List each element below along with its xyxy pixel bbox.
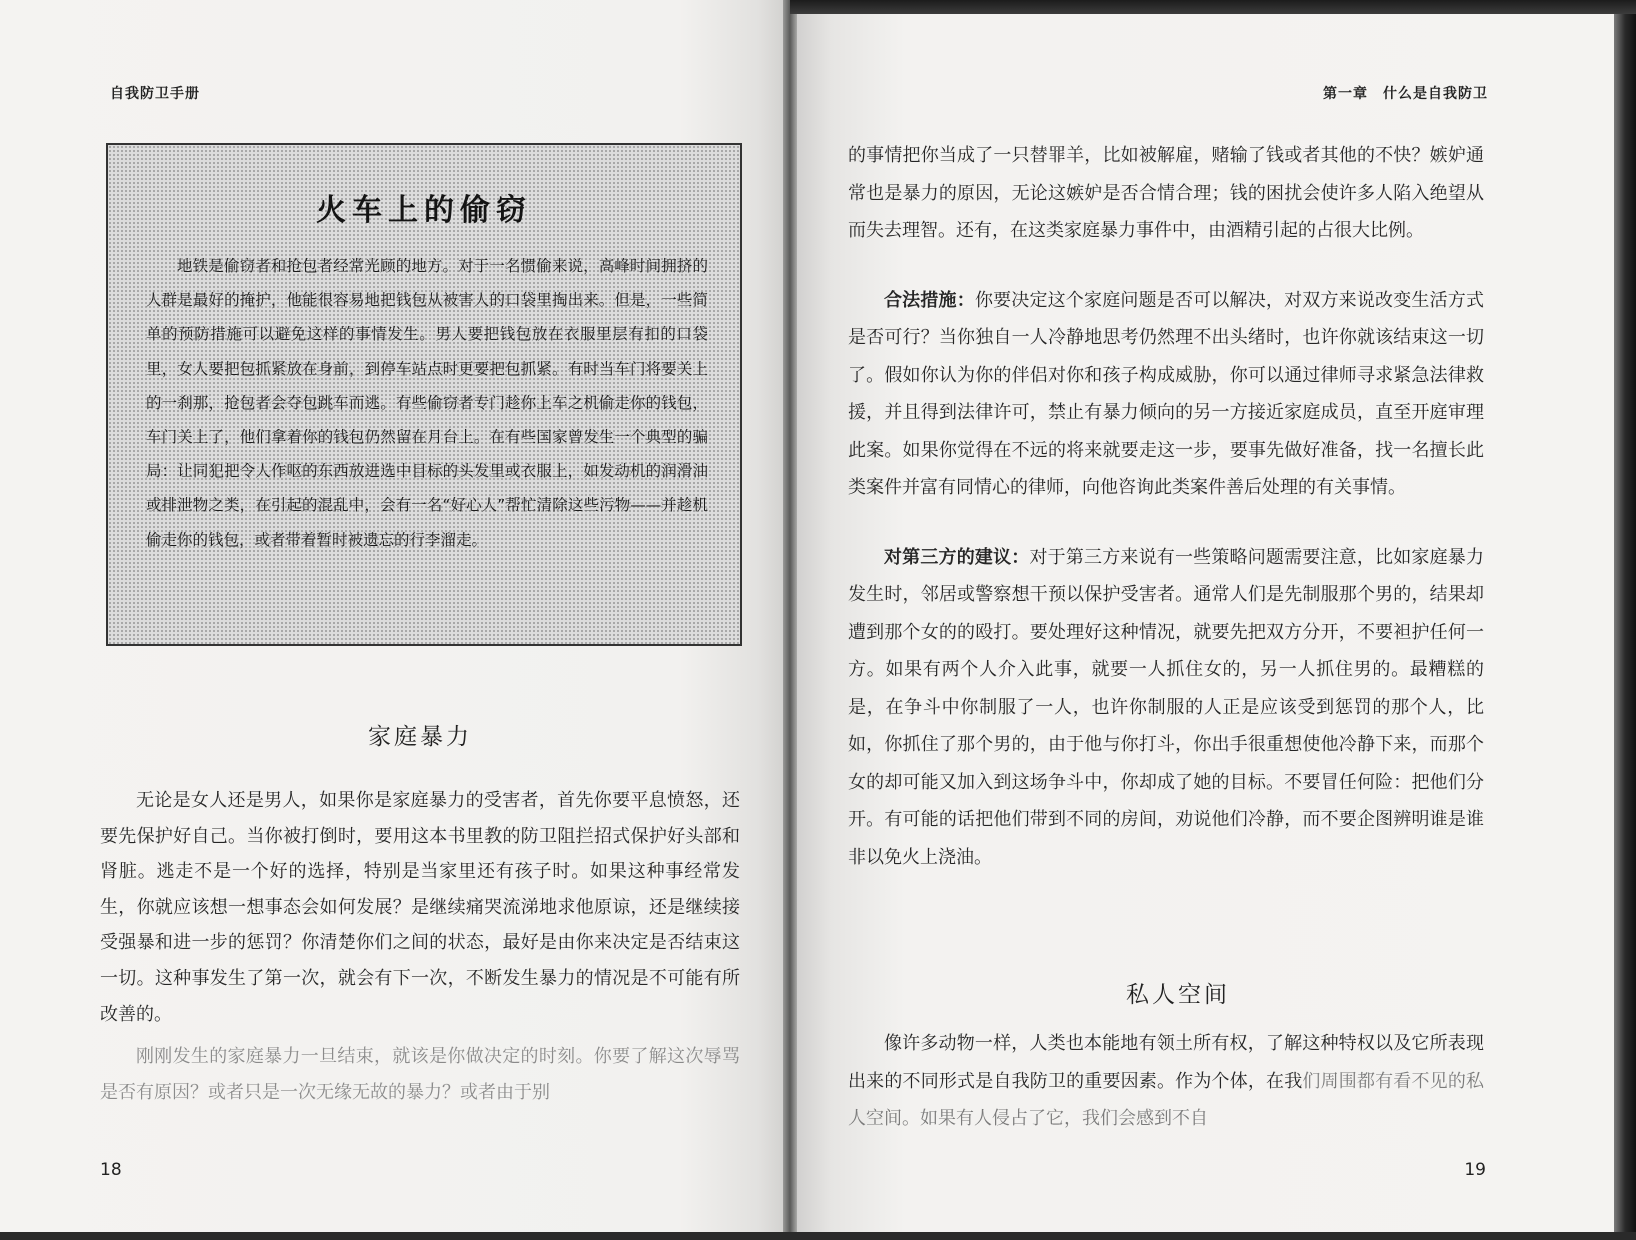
running-head-right: 第一章 什么是自我防卫 <box>1323 86 1488 102</box>
scanner-edge <box>1614 0 1636 1240</box>
third-party-label: 对第三方的建议： <box>884 546 1030 568</box>
paragraph-third-party <box>848 539 1484 877</box>
legal-measures-text: 你要决定这个家庭问题是否可以解决，对双方来说改变生活方式是否可行？当你独自一人冷静地思考仍然理不出头绪时，也许你就该结束这一切了。假如你认为你的伴侣对你和孩子构成威胁，你可以通过律师寻求紧急法律救援，并且得到法律许可，禁止有暴力倾向的另一方接近家庭成员，直至开庭审理此案。如果你觉得在不远的将来就要走这一步，要事先做好准备，找一名擅长此类案件并富有同情心的律师，向他咨询此类案件善后处理的有关事情。 <box>848 289 1484 498</box>
paragraph <box>848 1025 1484 1138</box>
book-spine <box>783 0 797 1240</box>
page-number-left: 18 <box>100 1160 122 1180</box>
sidebar-box <box>106 143 742 646</box>
paragraph-continuation: 的事情把你当成了一只替罪羊，比如被解雇，赌输了钱或者其他的不快？嫉妒通常也是暴力的原因，无论这嫉妒是否合情合理；钱的困扰会使许多人陷入绝望从而失去理智。还有，在这类家庭暴力事件中，由酒精引起的占很大比例。 <box>848 145 1484 241</box>
personal-space-text <box>848 1025 1484 1138</box>
legal-measures-label: 合法措施： <box>884 289 975 311</box>
left-body-text <box>100 783 740 1110</box>
personal-space-faded: 们周围都有看不见的私人空间。如果有人侵占了它，我们会感到不自 <box>848 1070 1485 1129</box>
personal-space-main: 像许多动物一样，人类也本能地有领土所有权，了解这种特权以及它所表现出来的不同形式是自我防卫的重要因素。作为个体，在我 <box>848 1033 1484 1092</box>
section-heading-personal-space: 私人空间 <box>1126 982 1230 1008</box>
right-body-text <box>848 137 1484 876</box>
sidebar-text: 地铁是偷窃者和抢包者经常光顾的地方。对于一名惯偷来说，高峰时间拥挤的人群是最好的掩护，他能很容易地把钱包从被害人的口袋里掏出来。但是，一些简单的预防措施可以避免这样的事情发生。男人要把钱包放在衣服里层有扣的口袋里，女人要把包抓紧放在身前，到停车站点时更要把包抓紧。有时当车门将要关上的一刹那，抢包者会夺包跳车而逃。有些偷窃者专门趁你上车之机偷走你的钱包，车门关上了，他们拿着你的钱包仍然留在月台上。在有些国家曾发生一个典型的骗局：让同犯把令人作呕的东西放进选中目标的头发里或衣服上，如发动机的润滑油或排泄物之类，在引起的混乱中，会有一名“好心人”帮忙清除这些污物——并趁机偷走你的钱包，或者带着暂时被遗忘的行李溜走。 <box>146 257 708 549</box>
sidebar-title: 火车上的偷窃 <box>316 193 532 228</box>
scanner-bottom-edge <box>0 1232 1636 1240</box>
paragraph-legal-measures <box>848 282 1484 507</box>
left-page <box>0 0 790 1240</box>
paragraph: 刚刚发生的家庭暴力一旦结束，就该是你做决定的时刻。你要了解这次辱骂是否有原因？或者只是一次无缘无故的暴力？或者由于别 <box>100 1046 740 1103</box>
running-head-left: 自我防卫手册 <box>110 86 200 102</box>
paragraph: 无论是女人还是男人，如果你是家庭暴力的受害者，首先你要平息愤怒，还要先保护好自己。当你被打倒时，要用这本书里教的防卫阻拦招式保护好头部和肾脏。逃走不是一个好的选择，特别是当家里还有孩子时。如果这种事经常发生，你就应该想一想事态会如何发展？是继续痛哭流涕地求他原谅，还是继续接受强暴和进一步的惩罚？你清楚你们之间的状态，最好是由你来决定是否结束这一切。这种事发生了第一次，就会有下一次，不断发生暴力的情况是不可能有所改善的。 <box>100 790 740 1025</box>
scanner-top-edge <box>790 0 1636 14</box>
page-number-right: 19 <box>1464 1160 1486 1180</box>
third-party-text: 对于第三方来说有一些策略问题需要注意，比如家庭暴力发生时，邻居或警察想干预以保护受害者。通常人们是先制服那个男的，结果却遭到那个女的的殴打。要处理好这种情况，就要先把双方分开，不要袒护任何一方。如果有两个人介入此事，就要一人抓住女的，另一人抓住男的。最糟糕的是，在争斗中你制服了一人，也许你制服的人正是应该受到惩罚的那个人，比如，你抓住了那个男的，由于他与你打斗，你出手很重想使他冷静下来，而那个女的却可能又加入到这场争斗中，你却成了她的目标。不要冒任何险：把他们分开。有可能的话把他们带到不同的房间，劝说他们冷静，而不要企图辨明谁是谁非以免火上浇油。 <box>848 546 1484 868</box>
section-heading-domestic-violence: 家庭暴力 <box>368 724 472 750</box>
right-page <box>790 0 1614 1240</box>
